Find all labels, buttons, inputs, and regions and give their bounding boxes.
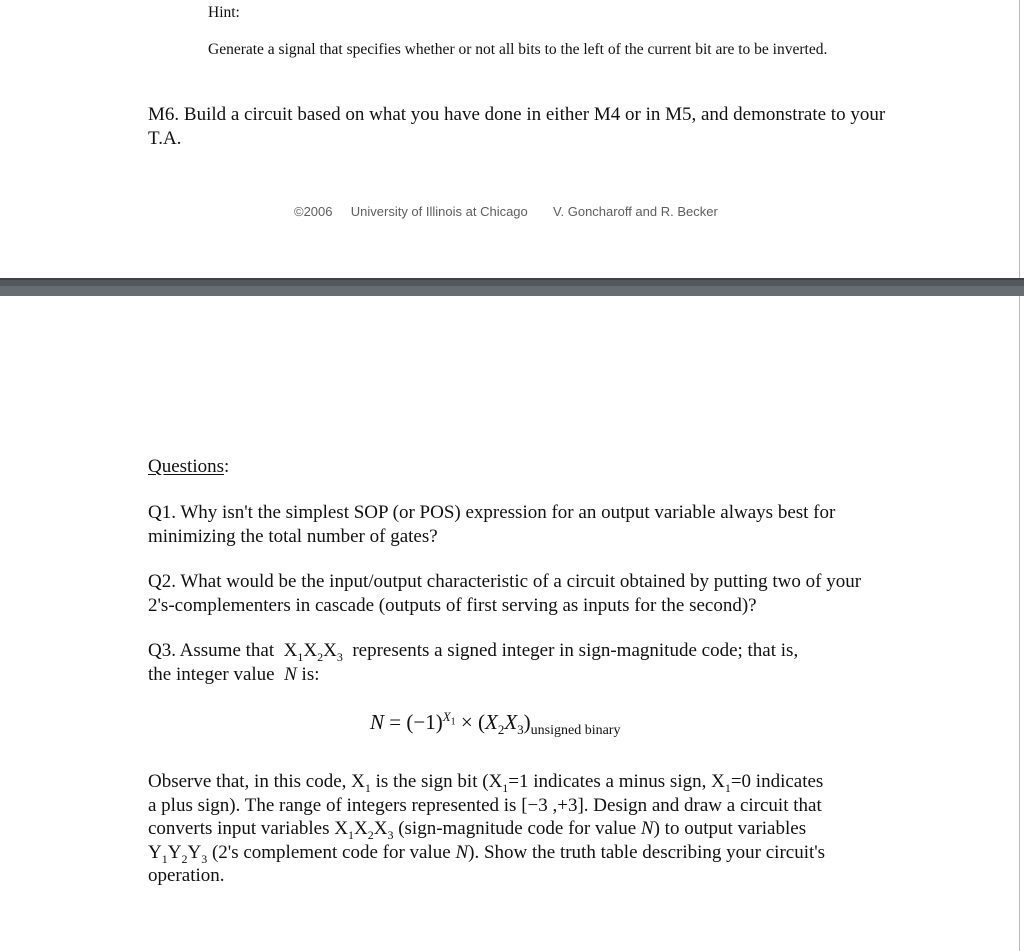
question-q3: Q3. Assume that $X_1X_2X_3$ represents a signed integer in sign-magnitude code; that is, the integer value N is: xyxy=(148,640,799,685)
questions-heading: Questions: xyxy=(148,456,230,477)
equation: $N = (-1)^{X_1} \times (X_2X_3)_{unsigned binary}$ xyxy=(370,709,621,739)
page-footer xyxy=(294,204,718,219)
footer-institution: University of Illinois at Chicago xyxy=(350,204,528,219)
question-q2: Q2. What would be the input/output characteristic of a circuit obtained by putting two of your 2's-complementers in cascade (outputs of first serving as inputs for the second)? xyxy=(148,571,862,616)
footer-authors: V. Goncharoff and R. Becker xyxy=(553,204,718,219)
document-page-top xyxy=(0,0,1020,278)
m6-text: M6. Build a circuit based on what you have done in either M4 or in M5, and demonstrate to your T.A. xyxy=(148,104,886,149)
document-page-bottom xyxy=(0,296,1020,951)
observe-paragraph: Observe that, in this code, $X_1$ is the sign bit ($X_1=1$ indicates a minus sign, $X_1=0$ indicates a plus sign). The range of integers represented is [−3 ,+3]. Design and draw a circuit that converts input variables $X_1X_2X_3$ (sign-magnitude code for value N) to output variables $Y_1Y_2Y_3$ (2's complement code for value N). Show the truth table describing your circuit's operation. xyxy=(148,771,826,886)
question-q1: Q1. Why isn't the simplest SOP (or POS) expression for an output variable always best for minimizing the total number of gates? xyxy=(148,502,836,547)
page-separator xyxy=(0,278,1024,296)
footer-copyright: ©2006 xyxy=(294,204,333,219)
hint-text: Generate a signal that specifies whether or not all bits to the left of the current bit are to be inverted. xyxy=(208,41,828,58)
hint-label: Hint: xyxy=(208,4,240,21)
